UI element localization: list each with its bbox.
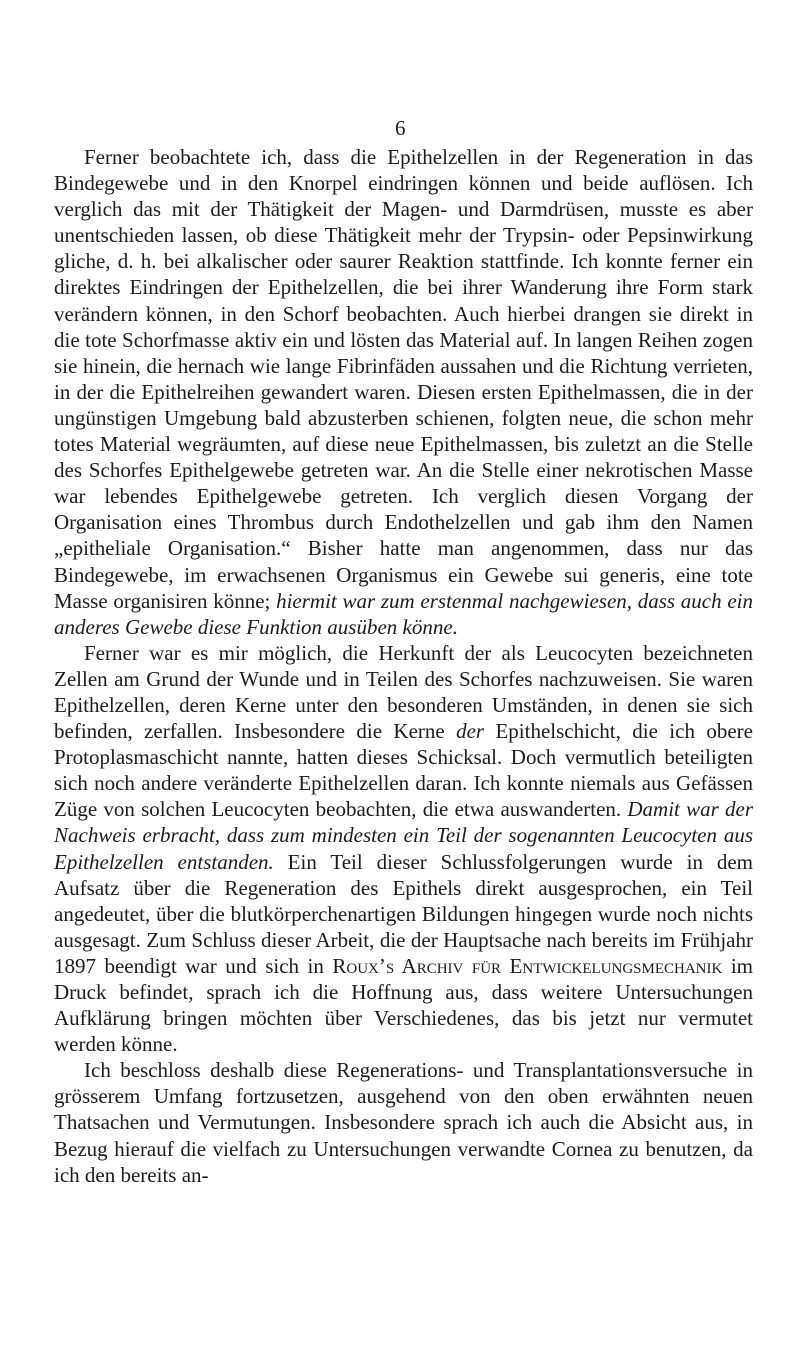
italic-text-run: der [456,719,485,744]
text-run: Ein Teil dieser Schlussfolgerungen wurde in dem Aufsatz über die Regeneration des Epithels direkt ausgesprochen, ein Teil angedeutet, über die blutkörperchenartigen Bildungen hingegen wurde noch nichts ausgesagt. Zum Schluss dieser Arbeit, die der Hauptsache nach bereits im Frühjahr 1897 beendigt war und sich in [54,849,753,978]
text-run: Epithelschicht, die ich obere Protoplasmaschicht nannte, hatten dieses Schicksal. Doch vermutlich beteiligten sich noch andere veränderte Epithelzellen daran. Ich konnte niemals aus Gefässen Züge von solchen Leucocyten beobachten, die etwa auswanderten. [54,719,753,822]
paragraph-2 [54,640,753,1058]
italic-text-run: hiermit war zum erstenmal nachgewiesen, dass auch ein anderes Gewebe diese Funktion ausüben könne. [54,588,753,639]
journal-citation: Roux’s Archiv für Entwickelungsmechanik [332,953,723,978]
italic-text-run: Damit war der Nachweis erbracht, dass zum mindesten ein Teil der sogenannten Leucocyten aus Epithelzellen entstanden. [54,797,753,874]
paragraph-1 [54,144,753,640]
text-run: Ferner war es mir möglich, die Herkunft der als Leucocyten bezeichneten Zellen am Grund der Wunde und in Teilen des Schorfes nachzuweisen. Sie waren Epithelzellen, deren Kerne unter den besonderen Umständen, in denen sie sich befinden, zerfallen. Insbesondere die Kerne [54,640,753,744]
body-text [54,144,753,1188]
text-run: Ich beschloss deshalb diese Regenerations- und Transplantationsversuche in grösserem Umfang fortzusetzen, ausgehend von den oben erwähnten neuen Thatsachen und Vermutungen. Insbesondere sprach ich auch die Absicht aus, in Bezug hierauf die vielfach zu Untersuchungen verwandte Cornea zu benutzen, da ich den bereits an- [54,1058,753,1187]
page-number: 6 [395,116,406,140]
text-run: im Druck befindet, sprach ich die Hoffnung aus, dass weitere Untersuchungen Aufklärung bringen möchten über Verschiedenes, das bis jetzt nur vermutet werden könne. [54,953,753,1057]
paragraph-3 [54,1057,753,1187]
text-run: Ferner beobachtete ich, dass die Epithelzellen in der Regeneration in das Bindegewebe und in den Knorpel eindringen können und beide auflösen. Ich verglich das mit der Thätigkeit der Magen- und Darmdrüsen, musste es aber unentschieden lassen, ob diese Thätigkeit mehr der Trypsin- oder Pepsinwirkung gliche, d. h. bei alkalischer oder saurer Reaktion stattfinde. Ich konnte ferner ein direktes Eindringen der Epithelzellen, die bei ihrer Wanderung ihre Form stark verändern können, in den Schorf beobachten. Auch hierbei drangen sie direkt in die tote Schorfmasse aktiv ein und lösten das Material auf. In langen Reihen zogen sie hinein, die hernach wie lange Fibrinfäden aussahen und die Richtung verrieten, in der die Epithelreihen gewandert waren. Diesen ersten Epithelmassen, die in der ungünstigen Umgebung bald abzusterben schienen, folgten neue, die schon mehr totes Material wegräumten, auf diese neue Epithelmassen, bis zuletzt an die Stelle des Schorfes Epithelgewebe getreten war. An die Stelle einer nekrotischen Masse war lebendes Epithelgewebe getreten. Ich verglich diesen Vorgang der Organisation eines Thrombus durch Endothelzellen und gab ihm den Namen „epitheliale Organisation.“ Bisher hatte man angenommen, dass nur das Bindegewebe, im erwachsenen Organismus ein Gewebe sui generis, eine tote Masse organisiren könne; [54,145,753,613]
